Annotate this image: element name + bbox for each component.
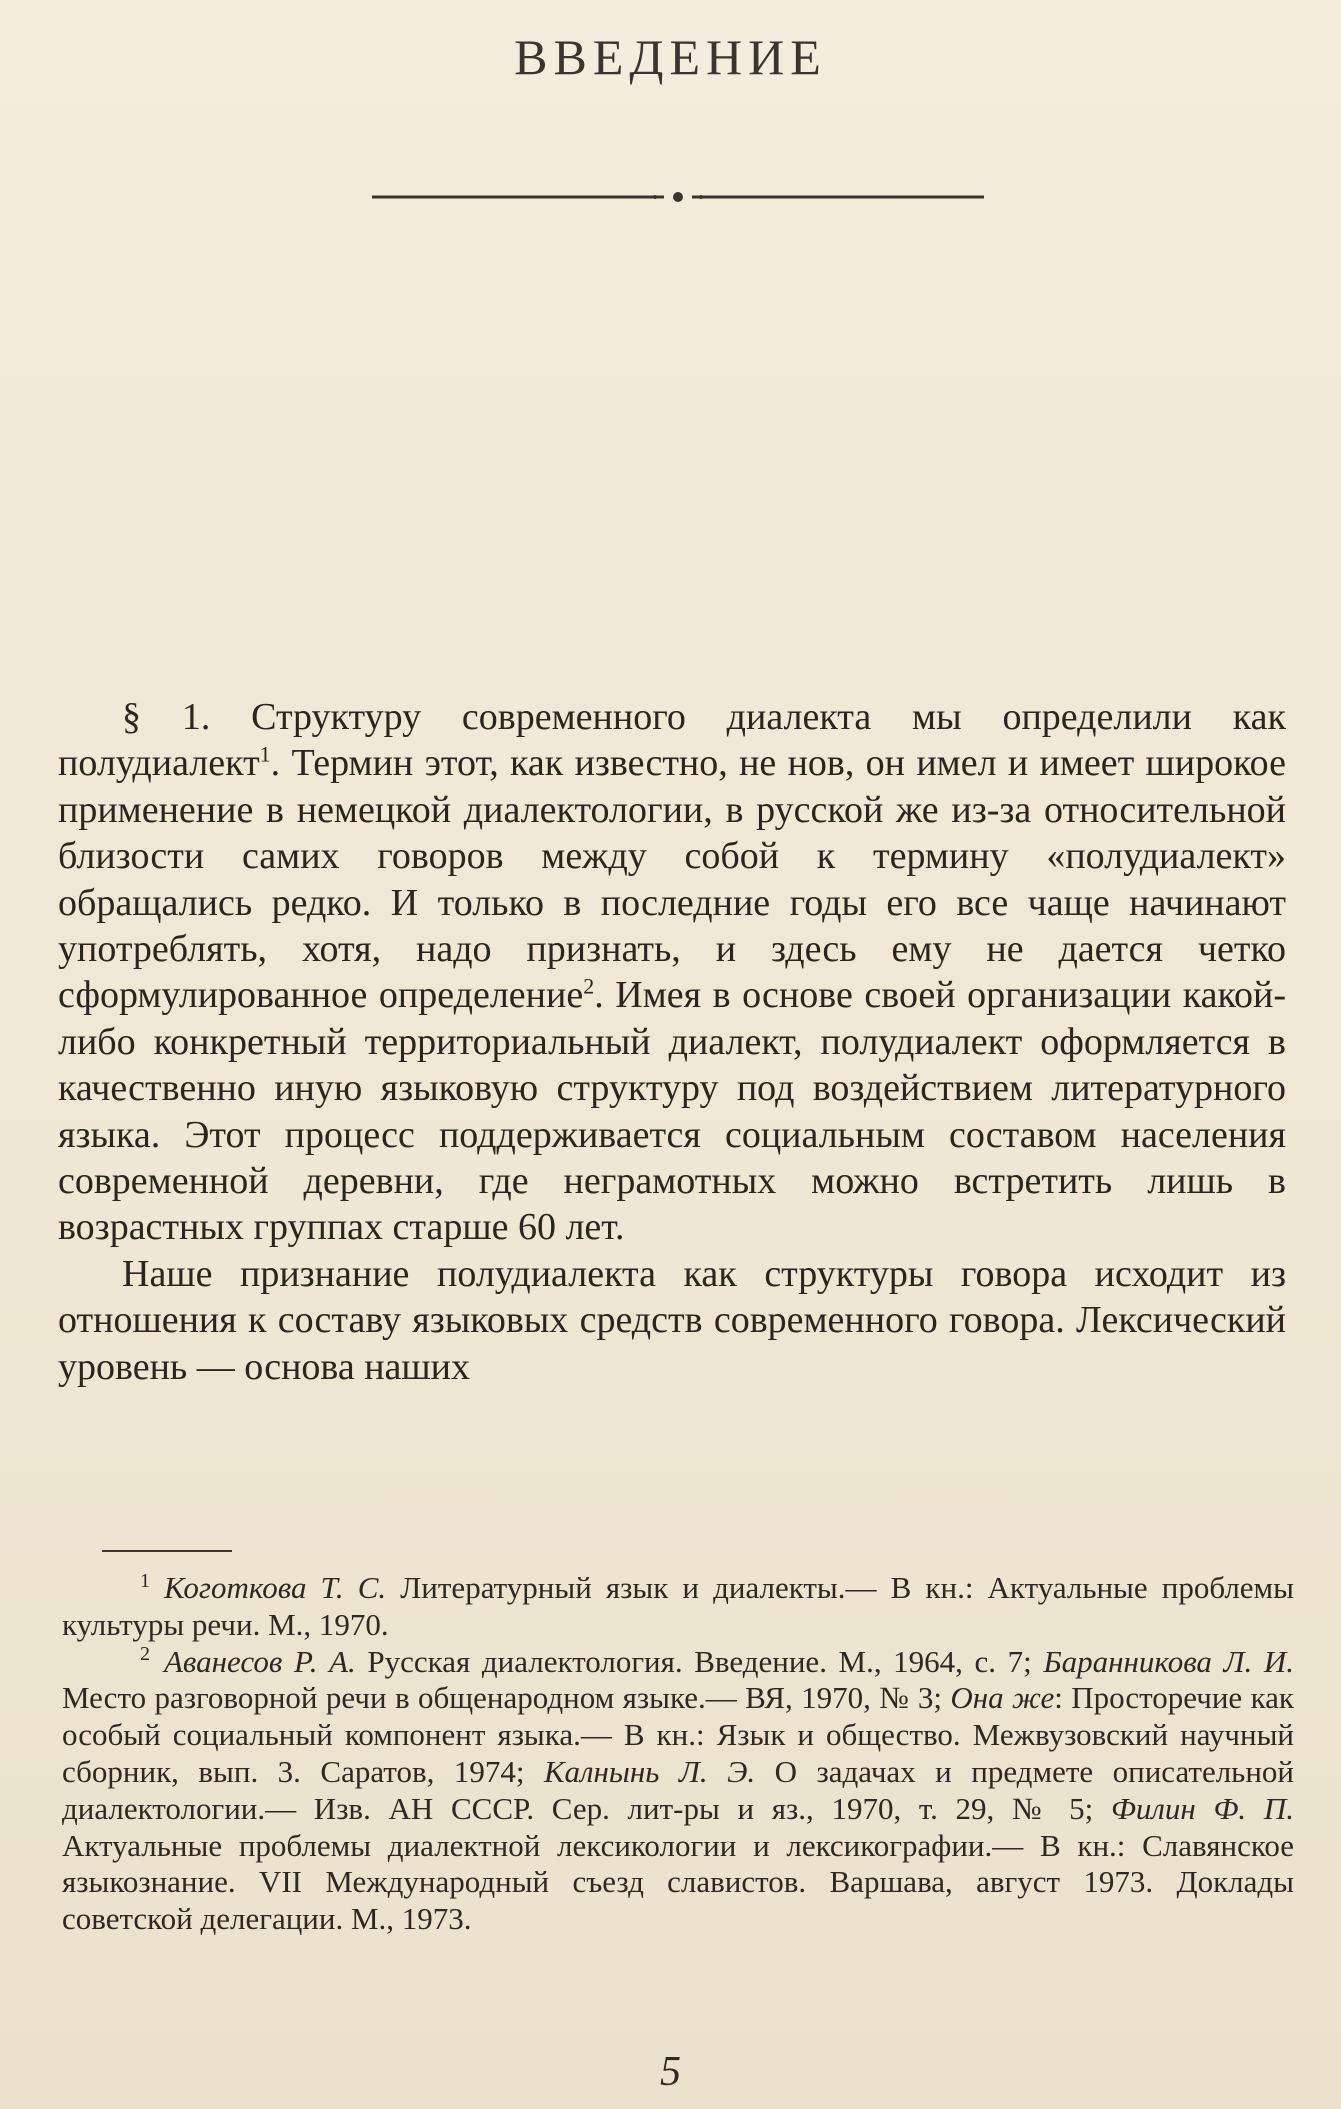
footnote-text: Русская диалектология. Введение. М., 1964, с. 7; [355, 1643, 1044, 1679]
main-text [58, 694, 1286, 1390]
title-ornament-rule [372, 190, 984, 204]
footnote-text: : Просторечие как особый социальный компонент языка.— В кн.: Язык и общество. Межвузовский научный сборник, вып. 3. Саратов, 1974; [62, 1680, 1294, 1789]
chapter-heading: ВВЕДЕНИЕ [514, 29, 827, 85]
footnote-text: Актуальные проблемы диалектной лексикологии и лексикографии.— В кн.: Славянское языкознание. VII Международный съезд славистов. Варшава, август 1973. Доклады советской делегации. М., 1973. [62, 1827, 1294, 1937]
paragraph-2: Наше признание полудиалекта как структуры говора исходит из отношения к составу языковых средств современного говора. Лексический уровень — основа наших [58, 1252, 1286, 1388]
footnote-text: Место разговорной речи в общенародном языке.— ВЯ, 1970, № 3; [62, 1680, 951, 1716]
footnote-1 [62, 1570, 1294, 1644]
page-number: 5 [660, 2049, 681, 2095]
paragraph-1-part-3: . Имея в основе своей организации какой-либо конкретный территориальный диалект, полудиалект оформляется в качественно иную языковую структуру под воздействием литературного языка. Этот процесс поддерживается социальным составом населения современной деревни, где неграмотных можно встретить лишь в возрастных группах старше 60 лет. [58, 974, 1286, 1249]
paragraph-1-part-2: . Термин этот, как известно, не нов, он имел и имеет широкое применение в немецкой диалектологии, в русской же из-за относительной близости самих говоров между собой к термину «полудиалект» обращались редко. И только в последние годы его все чаще начинают употреблять, хотя, надо признать, и здесь ему не дается четко сформулированное определение [58, 742, 1286, 1017]
footnote-author: Аванесов Р. А. [164, 1643, 356, 1679]
footnote-ref-2: 2 [583, 973, 595, 999]
footnote-number: 1 [140, 1569, 150, 1592]
footnote-author: Она же [950, 1680, 1055, 1716]
footnote-number: 2 [140, 1643, 150, 1666]
footnote-author: Баранникова Л. И. [1043, 1643, 1294, 1679]
paragraph-1-part-1: § 1. Структуру современного диалекта мы определили как полудиалект [58, 696, 1286, 785]
footnotes [62, 1570, 1294, 1938]
footnote-text: Литературный язык и диалекты.— В кн.: Актуальные проблемы культуры речи. М., 1970. [62, 1570, 1295, 1642]
footnote-ref-1: 1 [259, 741, 271, 767]
footnote-author: Калнынь Л. Э. [543, 1753, 756, 1789]
footnote-text: О задачах и предмете описательной диалектологии.— Изв. АН СССР. Сер. лит-ры и яз., 1970, т. 29, № 5; [62, 1753, 1294, 1826]
footnote-2 [62, 1644, 1294, 1938]
paragraph-1 [58, 694, 1286, 1251]
footnote-author: Филин Ф. П. [1110, 1790, 1294, 1826]
footnote-author: Коготкова Т. С. [164, 1570, 387, 1605]
footnote-divider [102, 1550, 232, 1552]
